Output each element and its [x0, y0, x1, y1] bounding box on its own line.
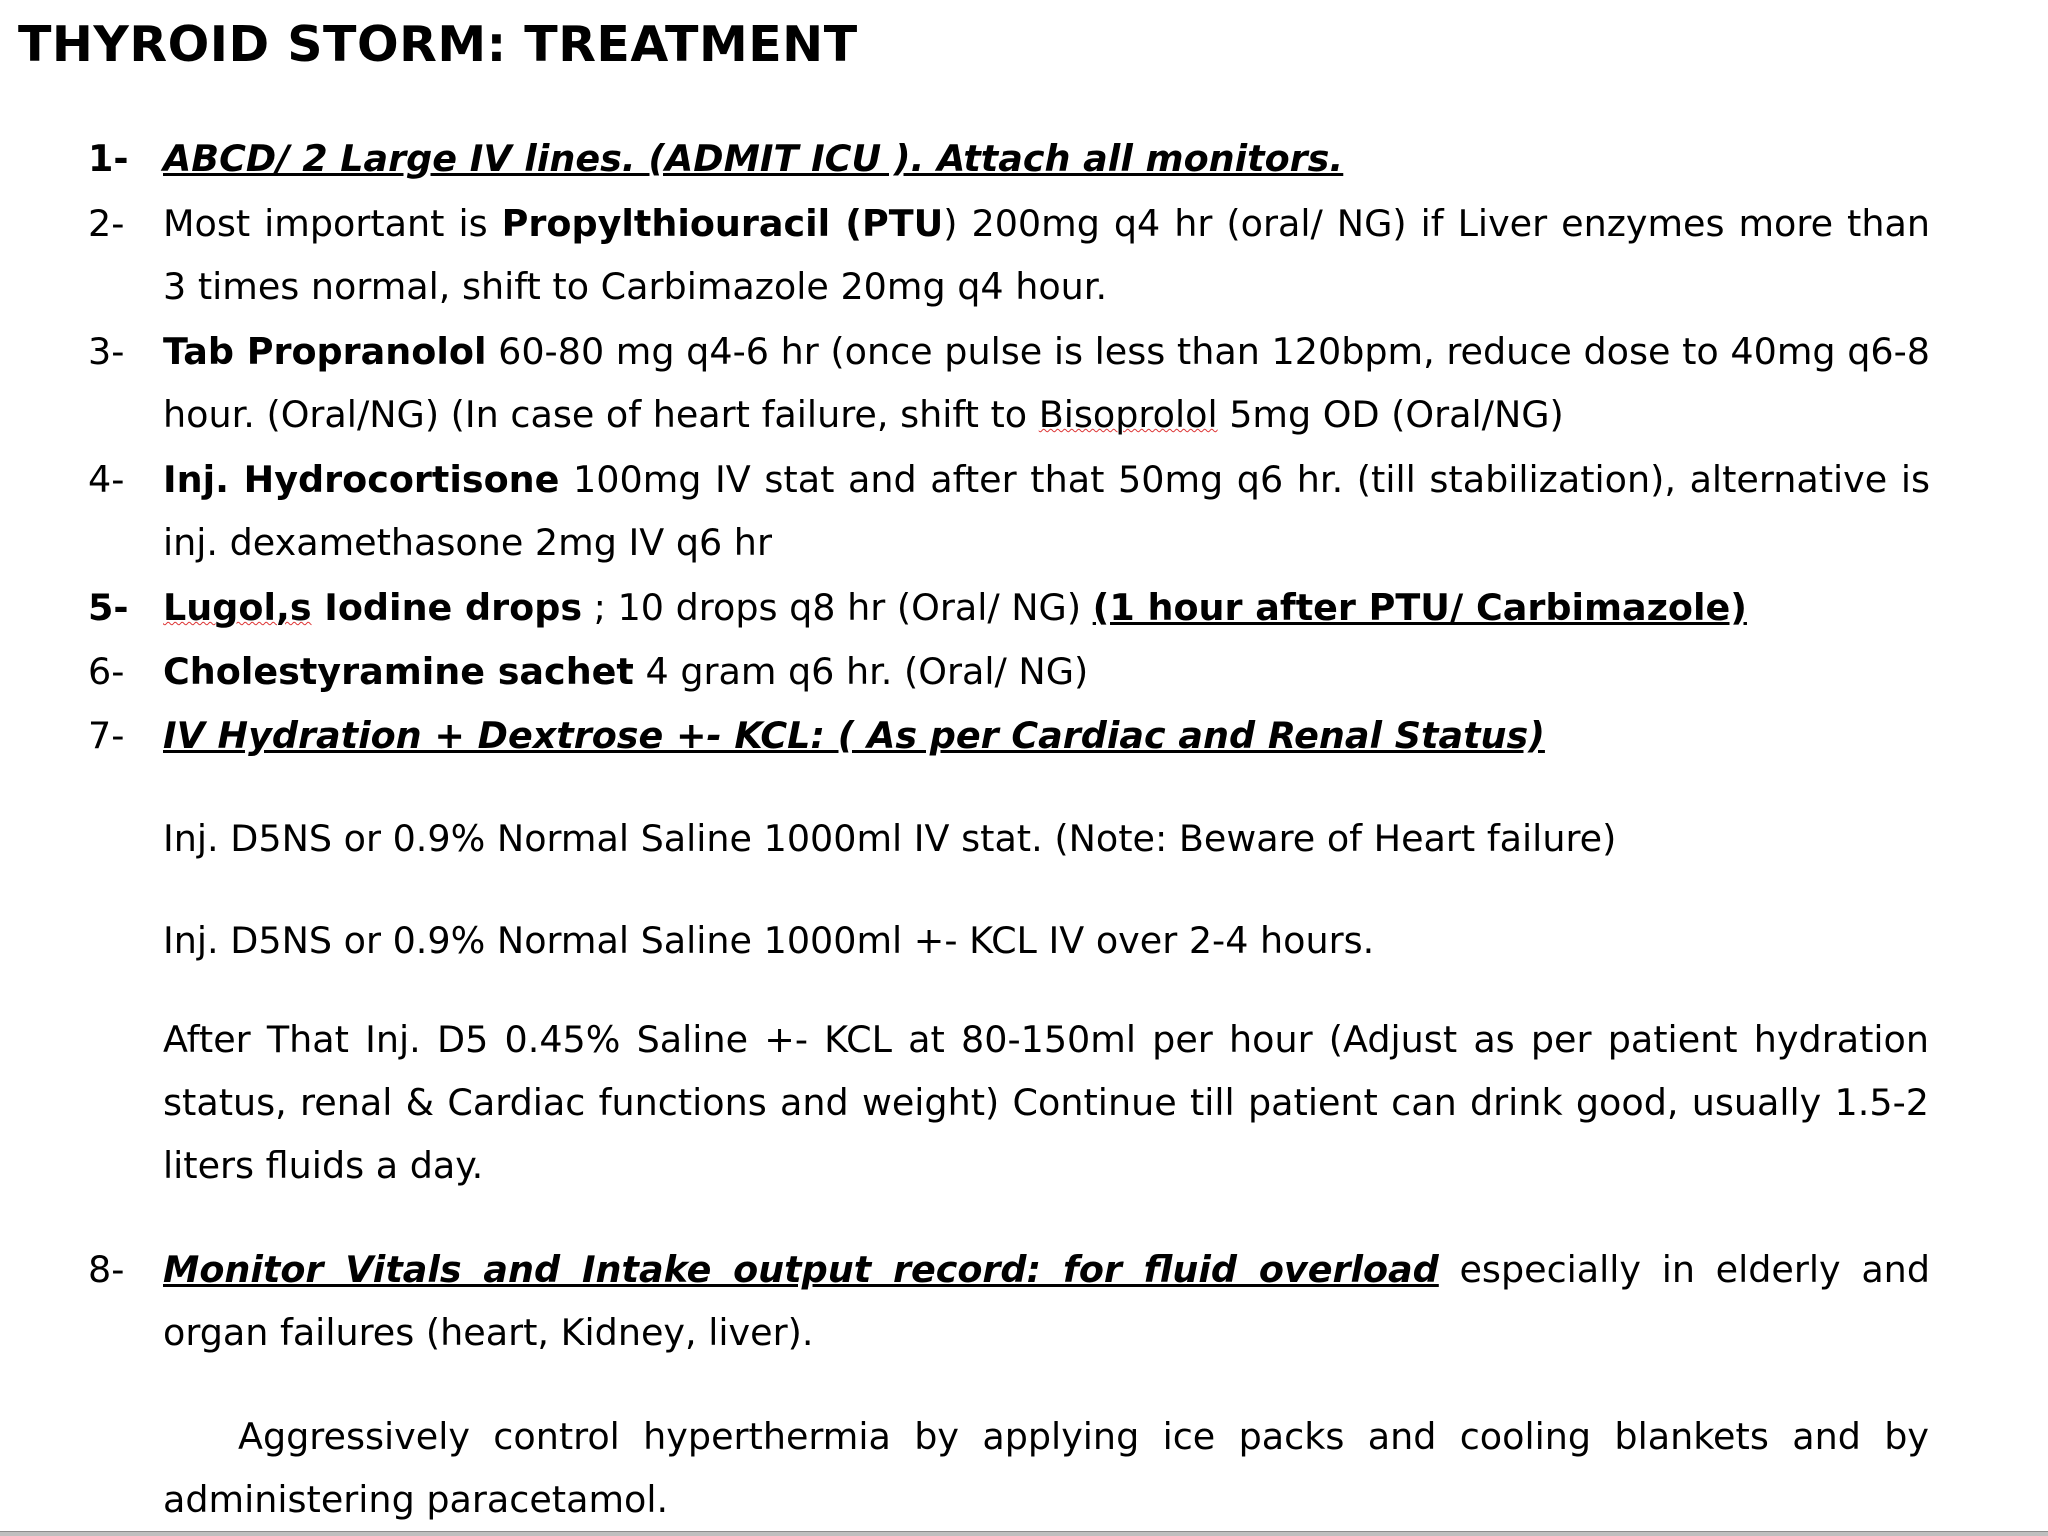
treatment-item-3 [88, 320, 1930, 446]
item-text: 60-80 mg q4-6 hr (once pulse is less than 120bpm, reduce dose to 40mg q6-8 hour. (Oral/NG) (In case of heart failure, shift to [163, 330, 1930, 436]
treatment-item-7 [88, 704, 1930, 767]
treatment-item-4 [88, 448, 1930, 574]
treatment-item-6 [88, 640, 1930, 703]
document-title: THYROID STORM: TREATMENT [18, 16, 858, 73]
item-number: 3- [88, 330, 125, 373]
item-number: 2- [88, 202, 125, 245]
drug-name: Tab Propranolol [163, 330, 487, 373]
spellcheck-word: Bisoprolol [1038, 393, 1218, 436]
item-text: ; 10 drops q8 hr (Oral/ NG) [582, 586, 1093, 629]
item-number: 8- [88, 1248, 125, 1291]
fluid-instruction-1: Inj. D5NS or 0.9% Normal Saline 1000ml IV stat. (Note: Beware of Heart failure) [163, 817, 1617, 860]
treatment-item-2 [88, 192, 1930, 318]
drug-name: Propylthiouracil (PTU [501, 202, 944, 245]
item-number: 4- [88, 458, 125, 501]
item-text: 4 gram q6 hr. (Oral/ NG) [633, 650, 1089, 693]
item-text: ) 200mg q4 hr (oral/ NG) if Liver enzymes more than 3 times normal, shift to Carbimazole 20mg q4 hour. [163, 202, 1930, 308]
item-text: 5mg OD (Oral/NG) [1217, 393, 1564, 436]
treatment-item-8 [88, 1238, 1930, 1364]
item-number: 7- [88, 714, 125, 757]
item-text: ABCD/ 2 Large IV lines. (ADMIT ICU ). Attach all monitors. [163, 137, 1344, 180]
item-text: IV Hydration + Dextrose +- KCL: ( As per Cardiac and Renal Status) [163, 714, 1545, 757]
item-text: 100mg IV stat and after that 50mg q6 hr. (till stabilization), alternative is inj. dexamethasone 2mg IV q6 hr [163, 458, 1930, 564]
item-number: 5- [88, 586, 129, 629]
drug-name: Iodine drops [311, 586, 583, 629]
treatment-item-5 [88, 576, 1930, 639]
item-number: 1- [88, 137, 129, 180]
closing-paragraph: Aggressively control hyperthermia by applying ice packs and cooling blankets and by administering paracetamol. [163, 1415, 1929, 1521]
fluid-instruction-3: After That Inj. D5 0.45% Saline +- KCL at 80-150ml per hour (Adjust as per patient hydration status, renal & Cardiac functions and weight) Continue till patient can drink good, usually 1.5-2 liters fluids a day. [163, 1018, 1929, 1187]
spellcheck-word: Lugol,s [163, 586, 312, 629]
timing-note: (1 hour after PTU/ Carbimazole) [1092, 586, 1747, 629]
fluid-instruction-2: Inj. D5NS or 0.9% Normal Saline 1000ml +- KCL IV over 2-4 hours. [163, 919, 1375, 962]
page-bottom-border [0, 1531, 2048, 1536]
item-text: especially in elderly and organ failures (heart, Kidney, liver). [163, 1248, 1930, 1354]
item-text: Monitor Vitals and Intake output record: for fluid overload [163, 1248, 1439, 1291]
drug-name: Cholestyramine sachet [163, 650, 634, 693]
treatment-item-1 [88, 127, 1930, 190]
item-number: 6- [88, 650, 125, 693]
item-text: Most important is [163, 202, 502, 245]
drug-name: Inj. Hydrocortisone [163, 458, 560, 501]
